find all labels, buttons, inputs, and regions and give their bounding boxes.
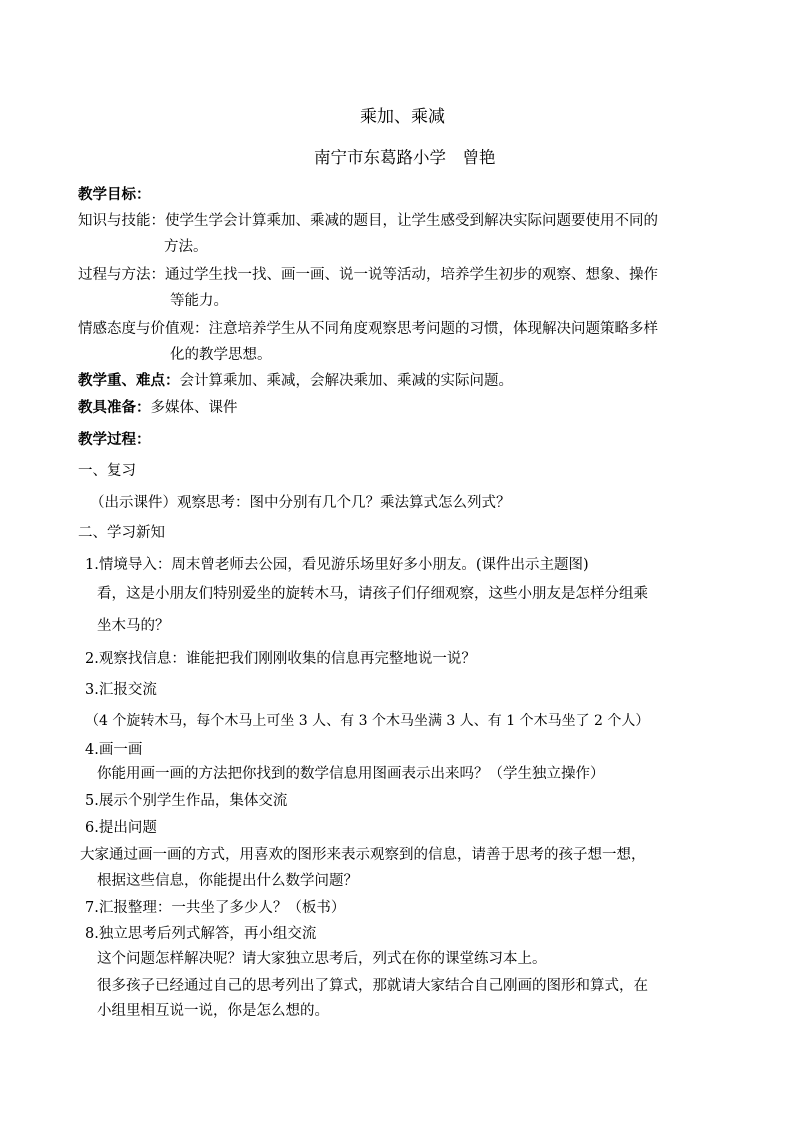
- emotion-objective-line1: 情感态度与价值观：注意培养学生从不同角度观察思考问题的习惯，体现解决问题策略多样: [78, 321, 658, 337]
- knowledge-objective-line1: 知识与技能：使学生学会计算乘加、乘减的题目，让学生感受到解决实际问题要使用不同的: [78, 213, 658, 229]
- keypoints-text: 会计算乘加、乘减，会解决乘加、乘减的实际问题。: [179, 373, 513, 389]
- new-lesson-heading: 二、学习新知: [78, 525, 165, 541]
- step7-heading: 7.汇报整理：一共坐了多少人？（板书）: [85, 900, 346, 916]
- process-heading: 教学过程：: [78, 431, 151, 448]
- keypoints-line: [78, 371, 513, 391]
- step8-text1: 这个问题怎样解决呢？请大家独立思考后，列式在你的课堂练习本上。: [97, 951, 547, 967]
- step5-heading: 5.展示个别学生作品，集体交流: [85, 793, 288, 809]
- process-objective-line2: 等能力。: [170, 293, 228, 309]
- step2-heading: 2.观察找信息：谁能把我们刚刚收集的信息再完整地说一说？: [85, 651, 476, 667]
- review-text: （出示课件）观察思考：图中分别有几个几？乘法算式怎么列式？: [90, 495, 511, 511]
- step3-text: （4 个旋转木马，每个木马上可坐 3 人、有 3 个木马坐满 3 人、有 1 个木马坐了 2 个人）: [85, 713, 650, 729]
- keypoints-label: 教学重、难点：: [78, 372, 180, 389]
- materials-text: 多媒体、课件: [150, 400, 238, 416]
- materials-label: 教具准备：: [78, 399, 151, 416]
- step1-heading: 1.情境导入：周末曾老师去公园，看见游乐场里好多小朋友。(课件出示主题图): [85, 557, 589, 573]
- author-line: 南宁市东葛路小学 曾艳: [314, 148, 496, 167]
- step4-text: 你能用画一画的方法把你找到的数学信息用图画表示出来吗？（学生独立操作）: [97, 766, 605, 782]
- step4-heading: 4.画一画: [85, 742, 143, 758]
- emotion-objective-line2: 化的教学思想。: [170, 347, 272, 363]
- step8-heading: 8.独立思考后列式解答，再小组交流: [85, 926, 317, 942]
- step1-text-line2: 坐木马的？: [97, 618, 170, 634]
- step8-text2-line2: 小组里相互说一说，你是怎么想的。: [97, 1003, 329, 1019]
- page-title: 乘加、乘减: [360, 107, 445, 127]
- step6-text-line2: 根据这些信息，你能提出什么数学问题？: [97, 873, 358, 889]
- knowledge-objective-line2: 方法。: [164, 239, 208, 255]
- materials-line: [78, 398, 238, 418]
- objectives-heading: 教学目标：: [78, 186, 151, 203]
- step6-text-line1: 大家通过画一画的方式，用喜欢的图形来表示观察到的信息，请善于思考的孩子想一想，: [80, 847, 646, 863]
- step8-text2-line1: 很多孩子已经通过自己的思考列出了算式，那就请大家结合自己刚画的图形和算式，在: [97, 978, 648, 994]
- step1-text-line1: 看，这是小朋友们特别爱坐的旋转木马，请孩子们仔细观察，这些小朋友是怎样分组乘: [97, 586, 648, 602]
- process-objective-line1: 过程与方法：通过学生找一找、画一画、说一说等活动，培养学生初步的观察、想象、操作: [78, 267, 658, 283]
- step6-heading: 6.提出问题: [85, 820, 157, 836]
- step3-heading: 3.汇报交流: [85, 682, 157, 698]
- review-heading: 一、复习: [78, 463, 136, 479]
